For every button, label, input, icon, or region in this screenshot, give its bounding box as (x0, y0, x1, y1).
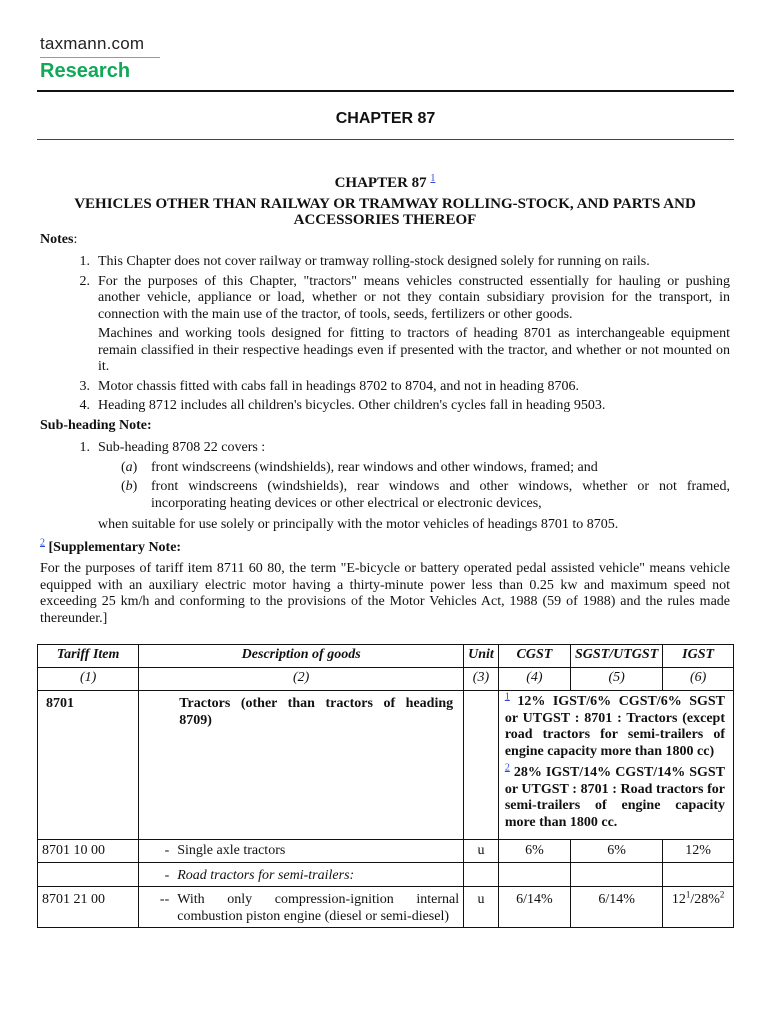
subheading-note-heading (40, 418, 730, 435)
note-text: This Chapter does not cover railway or tramway rolling-stock designed solely for running on rails. (98, 254, 650, 269)
goods-description: Tractors (other than tractors of heading 8709) (139, 691, 464, 840)
cgst-cell: 6% (498, 840, 570, 863)
notes-heading-text: Notes (40, 231, 74, 247)
table-row (38, 862, 734, 887)
supplementary-heading-text: [Supplementary Note: (48, 539, 182, 555)
sgst-cell: 6% (571, 840, 663, 863)
note-item (40, 398, 730, 415)
igst-cell (663, 862, 734, 887)
table-row (38, 840, 734, 863)
igst-note-text: 12% IGST/6% CGST/6% SGST or UTGST : 8701 : Tractors (except road tractors for semi-trailers of engine capacity more than 1800 cc) (504, 694, 726, 759)
note-text: Motor chassis fitted with cabs fall in headings 8702 to 8704, and not in heading 8706. (98, 378, 579, 394)
note-number: 2. (79, 273, 90, 289)
tariff-table (37, 644, 734, 928)
column-number-row (38, 668, 734, 691)
goods-description (139, 862, 464, 887)
igst-footnote-sup: 1 (685, 889, 691, 900)
desc-text: Road tractors for semi-trailers: (177, 867, 355, 883)
note-text: Heading 8712 includes all children's bicycles. Other children's cycles fall in heading 9503. (98, 398, 606, 413)
tariff-item (38, 862, 139, 887)
igst-rate-a: 12 (671, 892, 686, 907)
note-number: 1. (79, 440, 90, 455)
subheading-closing-text: when suitable for use solely or principally with the motor vehicles of headings 8701 to 8705. (98, 517, 619, 532)
brand-logo (40, 34, 160, 83)
col-number: (2) (139, 668, 464, 691)
supplementary-note-heading (40, 536, 730, 557)
unit-cell (464, 862, 499, 887)
document-body (40, 175, 730, 627)
tariff-item: 8701 21 00 (38, 887, 139, 928)
sub-item-text: front windscreens (windshields), rear windows and other windows, framed; and (151, 459, 598, 475)
col-number: (6) (663, 668, 734, 691)
footnote-link-2[interactable]: 2 (40, 536, 45, 548)
note-item (40, 326, 730, 376)
goods-description-wrap (143, 868, 459, 885)
note-item (40, 379, 730, 396)
note-text: Sub-heading 8708 22 covers : (98, 440, 266, 455)
unit-cell (464, 691, 499, 840)
footnote-link-igst-2[interactable]: 2 (504, 762, 510, 774)
note-item (40, 274, 730, 324)
subheading-sub-item (98, 479, 730, 512)
igst-note (504, 762, 726, 831)
goods-description-wrap (143, 843, 459, 860)
igst-note-text: 28% IGST/14% CGST/14% SGST or UTGST : 8701 : Road tractors for semi-trailers of engine capacity more than 1800 cc. (504, 765, 726, 830)
tariff-item: 8701 (38, 691, 139, 840)
desc-dash: - (164, 867, 170, 883)
subheading-sub-item (98, 460, 730, 477)
unit-cell: u (464, 840, 499, 863)
brand-subtitle: Research (40, 60, 131, 82)
note-number: 1. (79, 254, 90, 269)
note-number: 4. (79, 398, 90, 413)
header-rule-thin (37, 139, 734, 140)
col-header-igst: IGST (663, 645, 734, 668)
header-rule (37, 90, 734, 92)
note-number: 3. (79, 378, 90, 394)
chapter-title-text: CHAPTER 87 (334, 175, 427, 191)
brand-divider (40, 57, 160, 58)
table-header-row (38, 645, 734, 668)
note-text: Machines and working tools designed for fitting to tractors of heading 8701 as interchangeable equipment remain classified in their respective headings even if presented with the tractor, and whether or not mounted on it. (98, 326, 730, 374)
subheading-note-item (40, 440, 730, 457)
subheading-note-heading-text: Sub-heading Note: (40, 417, 152, 433)
unit-cell: u (464, 887, 499, 928)
note-item (40, 254, 730, 271)
note-number (40, 326, 98, 376)
cgst-cell (498, 862, 570, 887)
sub-item-letter: a (125, 459, 133, 475)
col-header-tariff-item: Tariff Item (38, 645, 139, 668)
chapter-header: CHAPTER 87 (335, 110, 436, 127)
igst-cell (663, 887, 734, 928)
sgst-cell: 6/14% (571, 887, 663, 928)
desc-text: With only compression-ignition internal combustion piston engine (diesel or semi-diesel) (177, 892, 460, 924)
sub-item-label: (a) (121, 459, 138, 475)
supplementary-note-text: For the purposes of tariff item 8711 60 80, the term "E-bicycle or battery operated pedal assisted vehicle" means vehicle equipped with an auxiliary electric motor having a thirty-minute power less than 0.25 kw and maximum speed not exceeding 25 km/h and conforming to the provisions of the Motor Vehicles Act, 1988 (59 of 1988) and the rules made thereunder.] (40, 561, 730, 626)
sub-item-label: (b) (121, 479, 138, 494)
desc-dash: - (164, 843, 170, 858)
footnote-link-igst-1[interactable]: 1 (504, 691, 510, 703)
col-number: (4) (498, 668, 570, 691)
table-row-heading (38, 691, 734, 840)
note-text: For the purposes of this Chapter, "tractors" means vehicles constructed essentially for hauling or pushing another vehicle, appliance or load, whether or not they contain subsidiary provision for the transport, in connection with the main use of the tractor, of tools, seeds, fertilizers or other goods. (98, 273, 730, 322)
sub-item-text: front windscreens (windshields), rear windows and other windows, whether or not framed, incorporating heating devices or other electrical or electronic devices, (151, 479, 730, 511)
tariff-item: 8701 10 00 (38, 840, 139, 863)
col-header-unit: Unit (464, 645, 499, 668)
brand-name: taxmann.com (40, 34, 145, 53)
col-header-sgst: SGST/UTGST (571, 645, 663, 668)
igst-footnote-sup: 2 (719, 889, 725, 900)
footnote-link-1[interactable]: 1 (430, 173, 436, 184)
col-number: (3) (464, 668, 499, 691)
goods-description-wrap (143, 892, 459, 925)
notes-heading: Notes: (40, 231, 78, 247)
col-number: (5) (571, 668, 663, 691)
table-row (38, 887, 734, 928)
igst-note (504, 691, 726, 760)
goods-description (139, 840, 464, 863)
igst-cell: 12% (663, 840, 734, 863)
desc-text: Single axle tractors (177, 843, 286, 858)
chapter-subtitle: VEHICLES OTHER THAN RAILWAY OR TRAMWAY ROLLING-STOCK, AND PARTS AND ACCESSORIES THEREOF (74, 195, 696, 228)
cgst-cell: 6/14% (498, 887, 570, 928)
col-header-description: Description of goods (139, 645, 464, 668)
chapter-title (40, 175, 730, 192)
goods-description (139, 887, 464, 928)
sub-item-letter: b (125, 479, 133, 494)
igst-notes (498, 691, 733, 840)
col-number: (1) (38, 668, 139, 691)
sgst-cell (571, 862, 663, 887)
col-header-cgst: CGST (498, 645, 570, 668)
igst-rate-b: /28% (690, 892, 720, 907)
desc-dash: -- (159, 892, 170, 907)
